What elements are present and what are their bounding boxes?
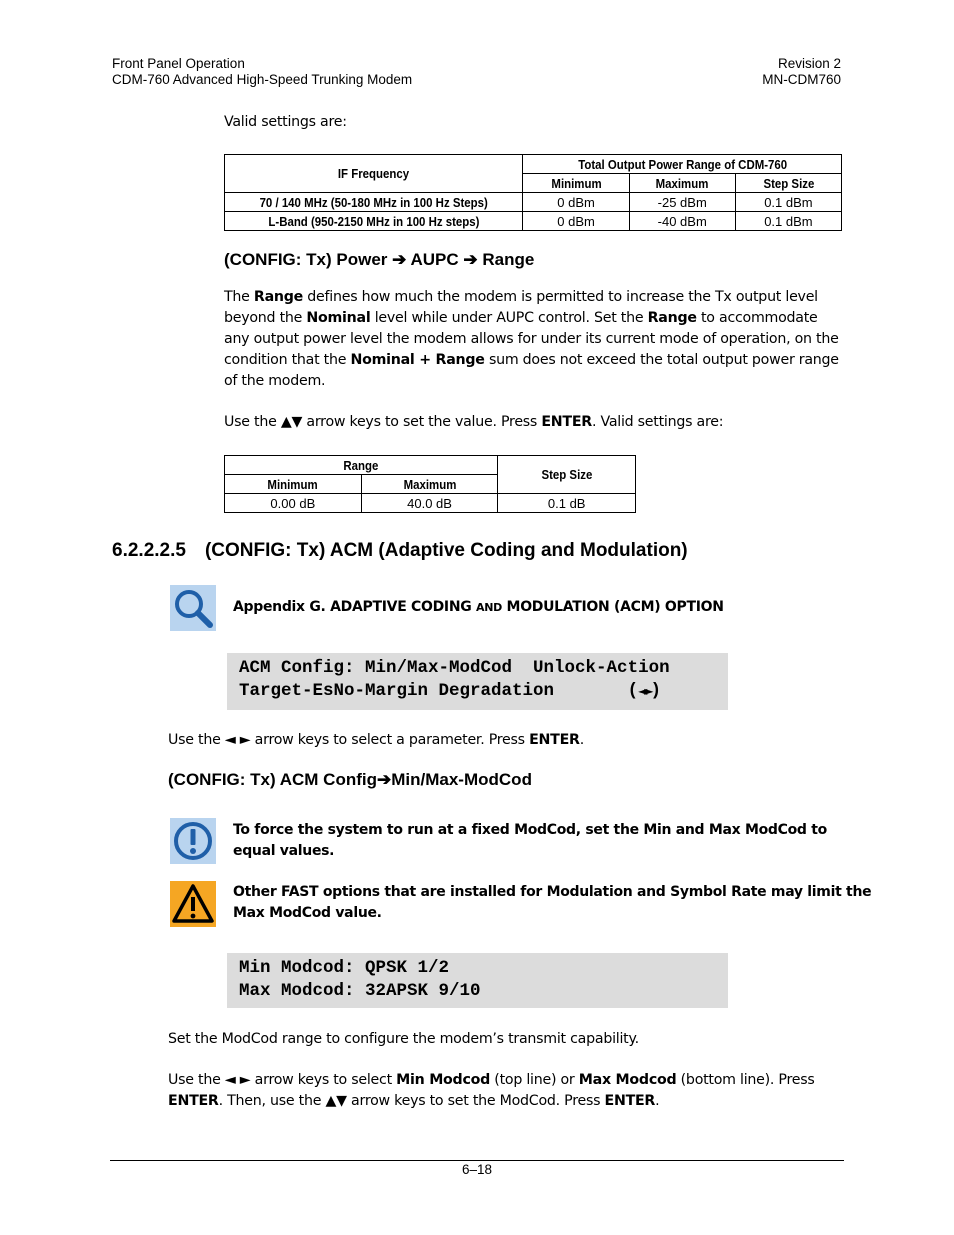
range-table xyxy=(224,455,636,513)
page-header-right xyxy=(762,56,841,88)
table-row xyxy=(225,494,636,513)
page-header-left xyxy=(112,56,412,88)
modcod-instructions: Use the ◄ ► arrow keys to select Min Modcod (top line) or Max Modcod (bottom line). Press ENTER. Then, use the ▲▼ arrow keys to set the ModCod. Press ENTER. xyxy=(168,1072,815,1109)
cell-min: 0 dBm xyxy=(523,193,629,212)
acm-select-instructions: Use the ◄ ► arrow keys to select a parameter. Press ENTER. xyxy=(168,732,584,748)
lcd-line-2: Target-EsNo-Margin Degradation (◄►) xyxy=(239,681,662,701)
col-total-output-power: Total Output Power Range of CDM-760 xyxy=(523,155,842,174)
acm-config-lcd-display xyxy=(227,653,728,710)
col-if-frequency: IF Frequency xyxy=(225,155,523,193)
fixed-modcod-note: To force the system to run at a fixed ModCod, set the Min and Max ModCod to equal values. xyxy=(233,822,827,859)
lcd-line-2: Max Modcod: 32APSK 9/10 xyxy=(239,981,481,1001)
col-range: Range xyxy=(225,456,498,475)
acm-section-heading xyxy=(112,540,688,562)
header-doc-number: MN-CDM760 xyxy=(762,72,841,87)
up-down-arrow-icon: ▲▼ xyxy=(325,1093,347,1109)
col-minimum: Minimum xyxy=(523,174,629,193)
lcd-line-1: ACM Config: Min/Max-ModCod Unlock-Action xyxy=(239,658,670,678)
cell-freq: L-Band (950-2150 MHz in 100 Hz steps) xyxy=(225,212,523,231)
aupc-range-heading: (CONFIG: Tx) Power ➔ AUPC ➔ Range xyxy=(224,250,535,269)
section-title: (CONFIG: Tx) ACM (Adaptive Coding and Modulation) xyxy=(204,540,688,561)
cell-max: 40.0 dB xyxy=(361,494,498,513)
left-right-arrow-icon: ◄ ► xyxy=(224,732,251,748)
table-row xyxy=(225,212,842,231)
cell-max: -25 dBm xyxy=(629,193,735,212)
table-row xyxy=(225,193,842,212)
modcod-lcd-display xyxy=(227,953,728,1008)
cell-max: -40 dBm xyxy=(629,212,735,231)
section-number: 6.2.2.2.5 xyxy=(112,540,186,561)
valid-settings-text: Valid settings are: xyxy=(224,114,347,130)
header-doc-title: CDM-760 Advanced High-Speed Trunking Modem xyxy=(112,72,413,87)
appendix-reference[interactable]: Appendix G. ADAPTIVE CODING AND MODULATION (ACM) OPTION xyxy=(233,599,724,615)
exclamation-note-icon xyxy=(170,818,216,864)
cell-step: 0.1 dBm xyxy=(735,212,841,231)
cell-step: 0.1 dBm xyxy=(735,193,841,212)
modcod-range-text: Set the ModCod range to configure the modem’s transmit capability. xyxy=(168,1031,639,1047)
footer-divider xyxy=(110,1160,844,1161)
col-maximum: Maximum xyxy=(361,475,498,494)
header-revision: Revision 2 xyxy=(777,56,841,71)
up-down-arrow-icon: ▲▼ xyxy=(280,414,303,430)
aupc-range-description: The Range defines how much the modem is permitted to increase the Tx output level beyond the Nominal level while under AUPC control. Set the Range to accommodate any output power level the modem allows for under its current mode of operation, on the condition that the Nominal + Range sum does not exceed the total output power range of the modem. xyxy=(224,289,839,389)
col-step-size: Step Size xyxy=(498,456,636,494)
power-range-table xyxy=(224,154,842,231)
cell-min: 0.00 dB xyxy=(225,494,362,513)
cell-min: 0 dBm xyxy=(523,212,629,231)
col-minimum: Minimum xyxy=(225,475,362,494)
left-right-arrow-icon: ◄ ► xyxy=(224,1072,251,1088)
col-step-size: Step Size xyxy=(735,174,841,193)
left-right-arrow-icon: ◄► xyxy=(638,684,651,698)
cell-step: 0.1 dB xyxy=(498,494,636,513)
cell-freq: 70 / 140 MHz (50-180 MHz in 100 Hz Steps) xyxy=(225,193,523,212)
magnifier-reference-icon xyxy=(170,585,216,631)
page-number: 6–18 xyxy=(461,1162,493,1177)
col-maximum: Maximum xyxy=(629,174,735,193)
aupc-range-instructions: Use the ▲▼ arrow keys to set the value. Press ENTER. Valid settings are: xyxy=(224,414,724,430)
fast-options-warning: Other FAST options that are installed for Modulation and Symbol Rate may limit the Max ModCod value. xyxy=(233,884,872,921)
lcd-line-1: Min Modcod: QPSK 1/2 xyxy=(239,958,450,978)
header-section-title: Front Panel Operation xyxy=(112,56,245,71)
modcod-heading: (CONFIG: Tx) ACM Config➔Min/Max-ModCod xyxy=(168,770,532,789)
warning-icon xyxy=(170,881,216,927)
